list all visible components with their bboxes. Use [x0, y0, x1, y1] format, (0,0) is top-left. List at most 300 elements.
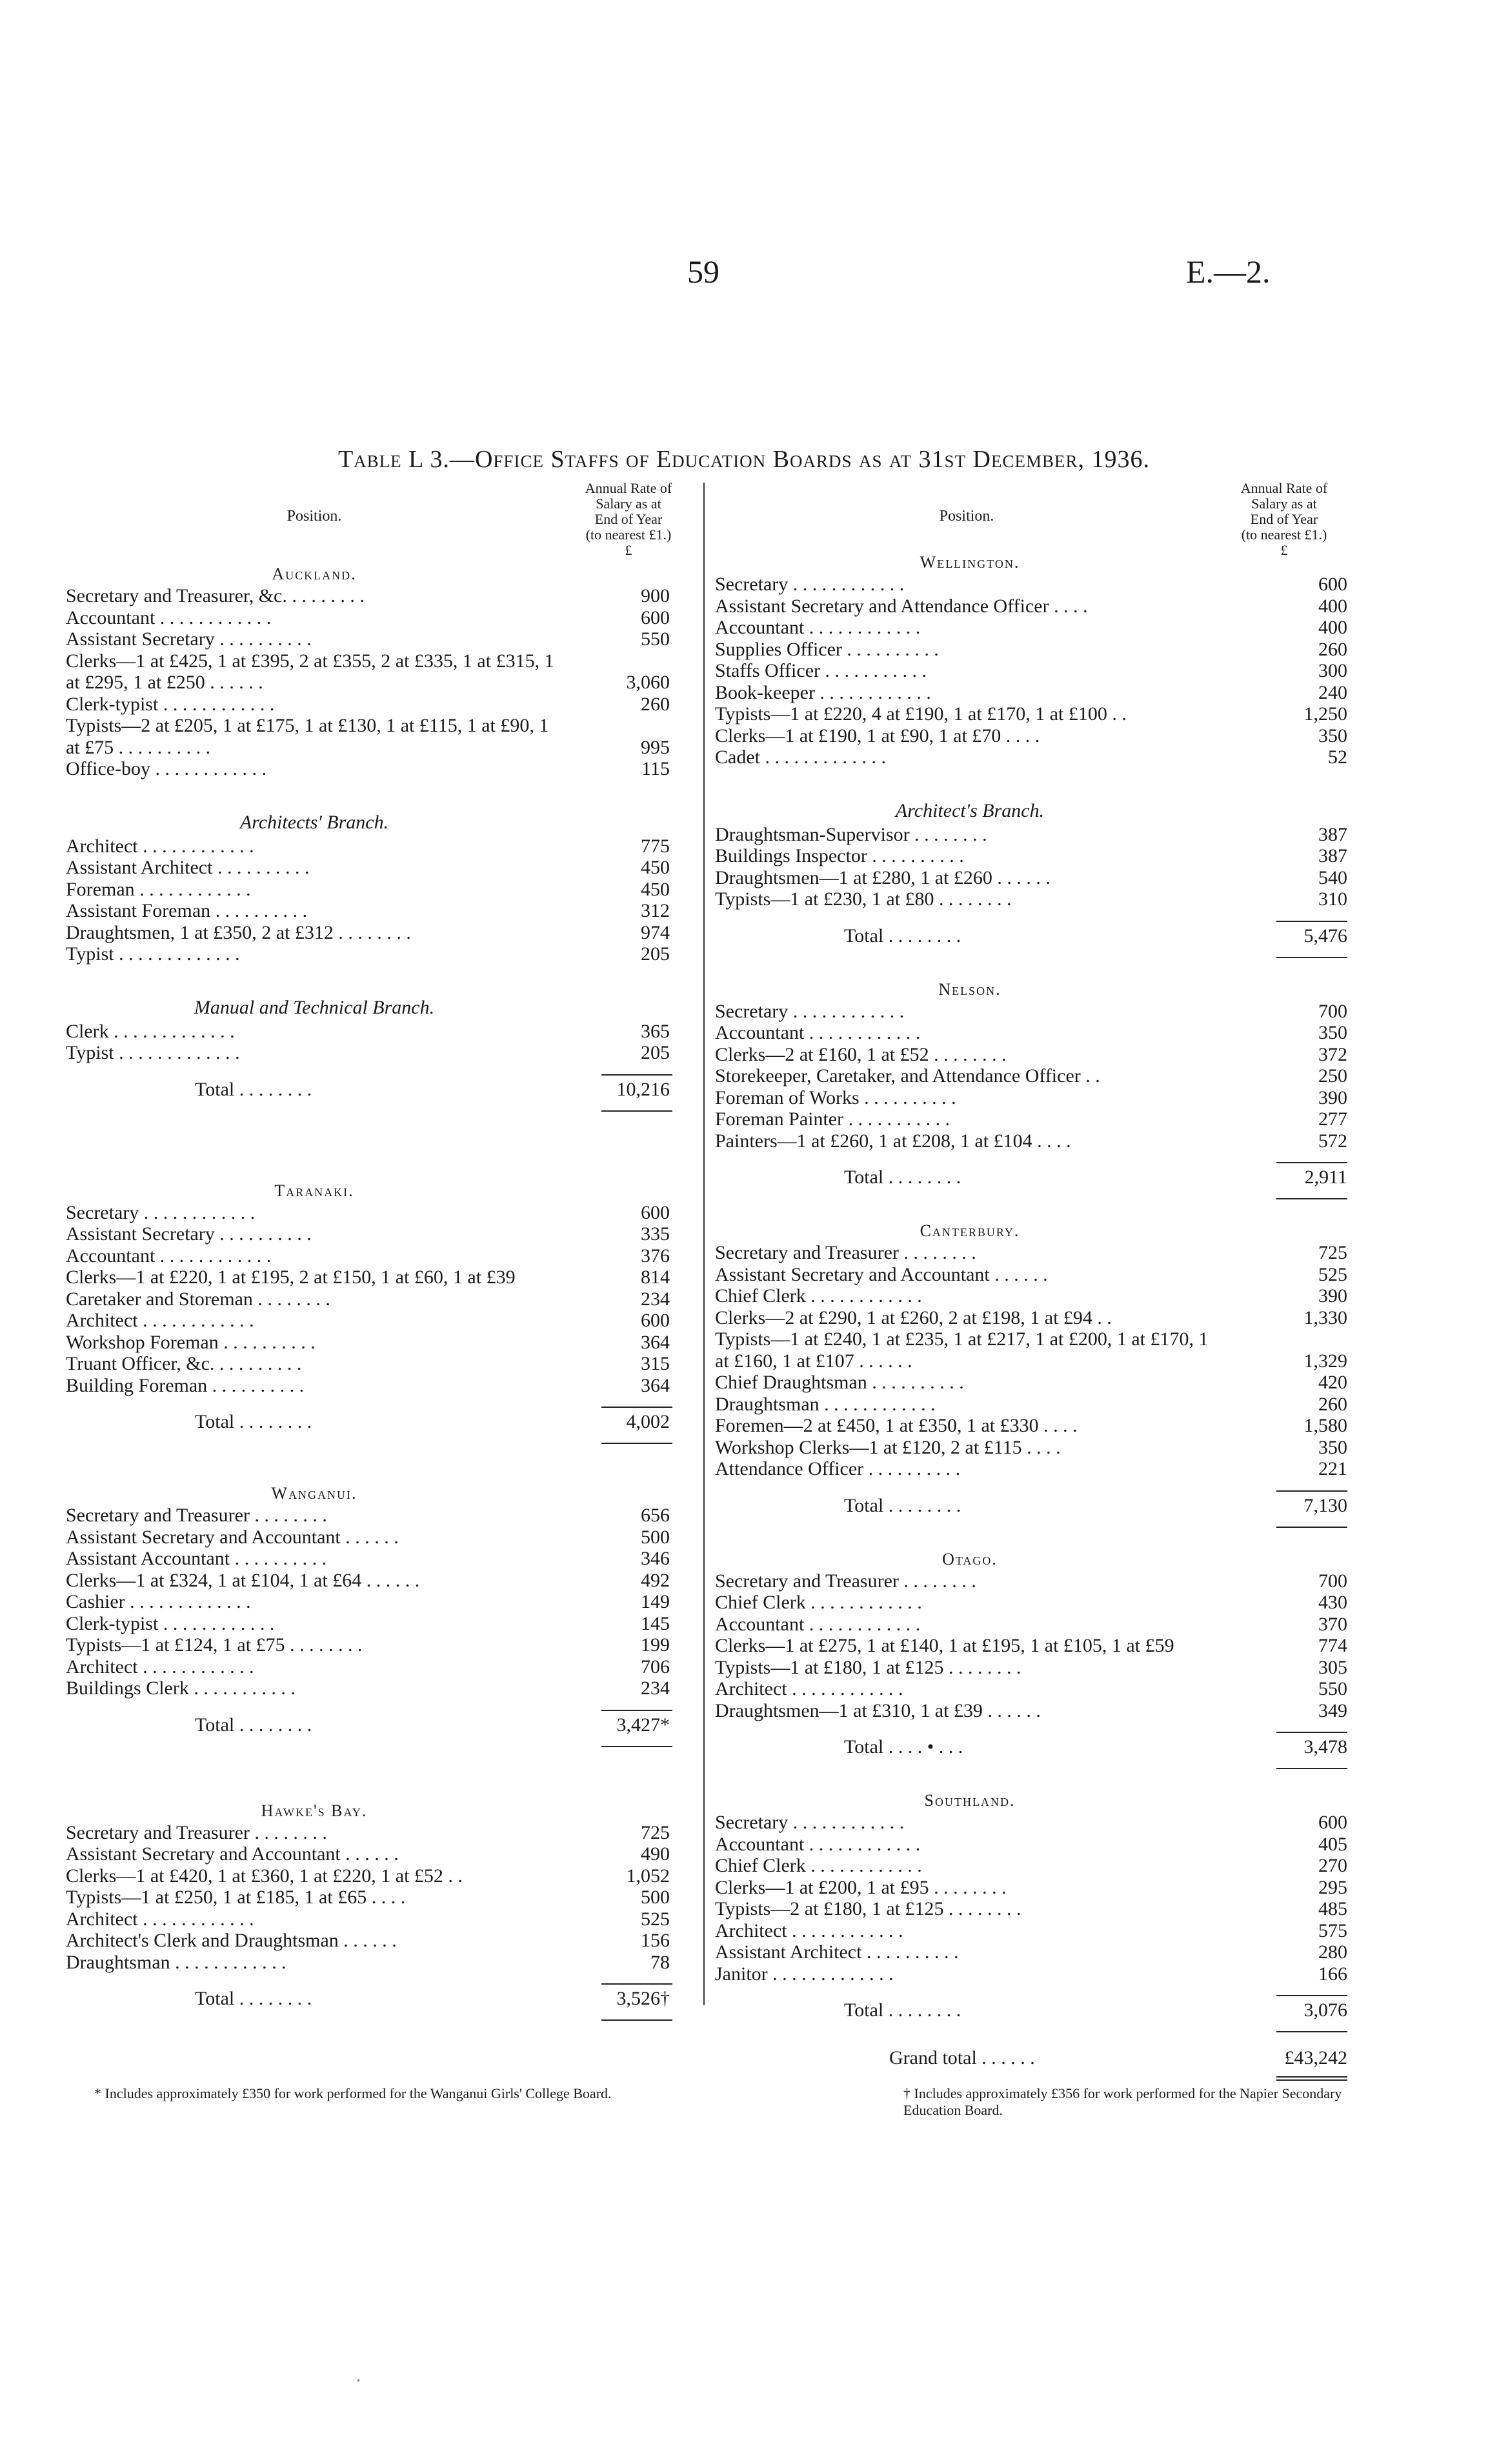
- total-label: Total . . . . . . . .: [195, 1411, 312, 1432]
- salary-header-line: (to nearest £1.): [585, 526, 672, 543]
- row-salary: 492: [641, 1569, 670, 1591]
- total-value: 3,526†: [616, 1988, 670, 2009]
- table-row: [715, 824, 1347, 846]
- table-row: [66, 1634, 692, 1656]
- section-title: Nelson.: [938, 979, 1001, 999]
- table-row: [66, 1505, 692, 1527]
- row-salary: 270: [1318, 1855, 1347, 1876]
- section-title: Wellington.: [920, 553, 1020, 572]
- table-title: Table L 3.—Office Staffs of Education Boards as at 31st December, 1936.: [337, 446, 1151, 473]
- row-position: Workshop Clerks—1 at £120, 2 at £115 . . . .: [715, 1437, 1225, 1459]
- subsection-title: Architects' Branch.: [239, 811, 389, 833]
- row-salary: 295: [1318, 1876, 1347, 1898]
- row-list: [66, 1822, 692, 1974]
- table-row: [715, 1920, 1347, 1942]
- row-position: Draughtsmen, 1 at £350, 2 at £312 . . . . . . . .: [66, 922, 563, 944]
- table-row: [715, 1614, 1347, 1636]
- salary-header-line: £: [625, 542, 632, 558]
- row-position: Staffs Officer . . . . . . . . . . .: [715, 660, 1225, 682]
- table-row: [66, 1865, 692, 1887]
- row-salary: 372: [1318, 1043, 1347, 1065]
- section-southland: [715, 1790, 1347, 2071]
- total-label: Total . . . . . . . .: [195, 1988, 312, 2009]
- table-row: [715, 1415, 1347, 1437]
- row-position: Assistant Secretary and Accountant . . . . . .: [66, 1843, 563, 1865]
- row-salary: 500: [641, 1887, 670, 1908]
- table-row: [715, 1264, 1347, 1286]
- row-position: Foreman Painter . . . . . . . . . . .: [715, 1108, 1225, 1130]
- section-auckland: [66, 563, 692, 1103]
- position-header: Position.: [287, 508, 342, 525]
- row-position: Typists—2 at £180, 1 at £125 . . . . . . . .: [715, 1898, 1225, 1920]
- section-title: Otago.: [942, 1549, 998, 1568]
- right-column-header: [715, 480, 1347, 558]
- row-salary: 485: [1318, 1898, 1347, 1919]
- row-position: Painters—1 at £260, 1 at £208, 1 at £104 . . . .: [715, 1130, 1225, 1152]
- table-row: [715, 1941, 1347, 1963]
- table-row: [715, 574, 1347, 596]
- table-row: [66, 1548, 692, 1570]
- row-position: Draughtsman-Supervisor . . . . . . . .: [715, 824, 1225, 846]
- row-salary: 525: [1318, 1263, 1347, 1285]
- table-row: [66, 1678, 692, 1699]
- row-salary: 277: [1318, 1108, 1347, 1130]
- row-salary: 706: [641, 1656, 670, 1678]
- table-row: [715, 1307, 1347, 1329]
- section-nelson: [715, 979, 1347, 1191]
- row-salary: 725: [641, 1821, 670, 1843]
- row-salary: 725: [1318, 1242, 1347, 1263]
- salary-header: [1220, 481, 1349, 558]
- table-row: [715, 1898, 1347, 1920]
- row-salary: 335: [641, 1223, 670, 1245]
- salary-header-line: End of Year: [1250, 511, 1318, 527]
- table-row: [66, 585, 692, 607]
- row-salary: 234: [641, 1678, 670, 1699]
- table-row: [66, 1202, 692, 1224]
- table-row: [715, 1065, 1347, 1087]
- row-position: Typists—1 at £180, 1 at £125 . . . . . . . .: [715, 1657, 1225, 1679]
- table-row: [66, 1223, 692, 1245]
- row-salary: 310: [1318, 888, 1347, 910]
- table-row: [66, 1042, 692, 1064]
- row-position: Cashier . . . . . . . . . . . . .: [66, 1591, 563, 1613]
- row-position: Assistant Secretary . . . . . . . . . .: [66, 628, 563, 650]
- row-salary: 450: [641, 878, 670, 900]
- section-title: Canterbury.: [920, 1221, 1020, 1240]
- row-position: Clerks—1 at £425, 1 at £395, 2 at £355, 2 at £335, 1 at £315, 1 at £295, 1 at £250 . . . . . .: [66, 650, 563, 694]
- row-salary: 1,329: [1303, 1350, 1347, 1372]
- row-salary: 280: [1318, 1941, 1347, 1963]
- total-value: 3,076: [1303, 1999, 1347, 2021]
- grand-total-value: £43,242: [1284, 2047, 1347, 2068]
- row-salary: 490: [641, 1843, 670, 1865]
- row-position: Architect . . . . . . . . . . . .: [66, 1310, 563, 1332]
- grand-total-label: Grand total . . . . . .: [889, 2047, 1035, 2068]
- table-row: [715, 1022, 1347, 1044]
- row-salary: 78: [650, 1951, 670, 1973]
- row-salary: 430: [1318, 1592, 1347, 1613]
- table-row: [715, 682, 1347, 704]
- table-row: [715, 639, 1347, 661]
- row-salary: 420: [1318, 1372, 1347, 1393]
- table-row: [66, 758, 692, 780]
- row-salary: 575: [1318, 1919, 1347, 1941]
- row-list: [715, 574, 1347, 768]
- position-header: Position.: [939, 508, 994, 525]
- row-salary: 145: [641, 1612, 670, 1634]
- row-position: Accountant . . . . . . . . . . . .: [715, 1614, 1225, 1636]
- table-row: [66, 650, 692, 694]
- row-position: Clerks—1 at £275, 1 at £140, 1 at £195, 1 at £105, 1 at £59: [715, 1635, 1225, 1657]
- table-row: [715, 1001, 1347, 1023]
- total-row: [715, 1493, 1347, 1519]
- row-position: Architect . . . . . . . . . . . .: [66, 1656, 563, 1678]
- row-position: Assistant Secretary and Attendance Officer . . . .: [715, 596, 1225, 617]
- salary-header-line: Salary as at: [596, 496, 661, 512]
- table-row: [715, 1678, 1347, 1700]
- row-position: Typists—1 at £220, 4 at £190, 1 at £170, 1 at £100 . .: [715, 703, 1225, 725]
- row-salary: 52: [1328, 746, 1347, 768]
- table-row: [715, 1657, 1347, 1679]
- row-salary: 240: [1318, 681, 1347, 703]
- total-row: [715, 923, 1347, 949]
- salary-header-line: Salary as at: [1251, 496, 1317, 512]
- table-row: [715, 1108, 1347, 1130]
- row-salary: 540: [1318, 866, 1347, 888]
- row-position: Buildings Inspector . . . . . . . . . .: [715, 845, 1225, 867]
- row-salary: 600: [641, 1310, 670, 1331]
- table-row: [715, 746, 1347, 768]
- row-position: Secretary . . . . . . . . . . . .: [715, 1001, 1225, 1023]
- subsection-title: Manual and Technical Branch.: [194, 996, 435, 1018]
- row-salary: 205: [641, 943, 670, 965]
- total-row: [66, 1409, 692, 1435]
- row-salary: 1,052: [626, 1865, 670, 1887]
- row-position: Architect . . . . . . . . . . . .: [66, 1908, 563, 1930]
- table-row: [66, 607, 692, 629]
- row-list: [715, 1001, 1347, 1152]
- row-position: Typists—2 at £205, 1 at £175, 1 at £130, 1 at £115, 1 at £90, 1 at £75 . . . . . . . . . .: [66, 715, 563, 758]
- table-row: [715, 1700, 1347, 1722]
- table-row: [66, 1570, 692, 1592]
- row-list: [715, 1242, 1347, 1480]
- row-salary: 900: [641, 585, 670, 606]
- section-wanganui: [66, 1483, 692, 1738]
- row-salary: 365: [641, 1020, 670, 1042]
- row-position: Accountant . . . . . . . . . . . .: [66, 1245, 563, 1267]
- table-row: [715, 1242, 1347, 1264]
- row-salary: 350: [1318, 725, 1347, 746]
- row-salary: 364: [641, 1331, 670, 1353]
- row-position: Architect . . . . . . . . . . . .: [66, 836, 563, 857]
- row-salary: 199: [641, 1634, 670, 1656]
- row-position: Clerks—1 at £420, 1 at £360, 1 at £220, 1 at £52 . .: [66, 1865, 563, 1887]
- row-salary: 995: [641, 736, 670, 758]
- row-salary: 525: [641, 1908, 670, 1930]
- table-row: [66, 628, 692, 650]
- row-list: [66, 1202, 692, 1397]
- table-row: [66, 1021, 692, 1043]
- row-salary: 1,330: [1303, 1307, 1347, 1328]
- row-salary: 166: [1318, 1963, 1347, 1985]
- total-value: 3,478: [1303, 1736, 1347, 1758]
- left-column: [66, 481, 692, 2012]
- row-salary: 405: [1318, 1833, 1347, 1855]
- table-row: [715, 703, 1347, 725]
- row-list: [66, 1505, 692, 1699]
- table-row: [715, 1437, 1347, 1459]
- row-salary: 115: [641, 758, 670, 779]
- row-position: Chief Clerk . . . . . . . . . . . .: [715, 1855, 1225, 1877]
- row-position: Chief Clerk . . . . . . . . . . . .: [715, 1592, 1225, 1614]
- row-position: Accountant . . . . . . . . . . . .: [715, 1834, 1225, 1856]
- row-position: Draughtsman . . . . . . . . . . . .: [66, 1952, 563, 1974]
- row-position: Typists—1 at £240, 1 at £235, 1 at £217, 1 at £200, 1 at £170, 1 at £160, 1 at £107 . . . . . .: [715, 1328, 1225, 1372]
- row-position: Architect . . . . . . . . . . . .: [715, 1920, 1225, 1942]
- table-row: [66, 1952, 692, 1974]
- row-position: Janitor . . . . . . . . . . . . .: [715, 1963, 1225, 1985]
- row-position: Assistant Foreman . . . . . . . . . .: [66, 900, 563, 922]
- row-salary: 700: [1318, 1000, 1347, 1022]
- row-position: Clerks—1 at £190, 1 at £90, 1 at £70 . . . .: [715, 725, 1225, 747]
- page-number: 59: [687, 254, 719, 290]
- table-row: [715, 1087, 1347, 1109]
- row-salary: 300: [1318, 660, 1347, 681]
- row-salary: 221: [1318, 1458, 1347, 1479]
- total-label: Total . . . . . . . .: [844, 1494, 961, 1516]
- row-salary: 387: [1318, 823, 1347, 845]
- salary-header-line: End of Year: [594, 511, 663, 527]
- total-value: 2,911: [1304, 1167, 1347, 1188]
- row-position: Draughtsmen—1 at £280, 1 at £260 . . . . . .: [715, 867, 1225, 889]
- row-salary: 260: [1318, 638, 1347, 660]
- row-position: Truant Officer, &c. . . . . . . . . .: [66, 1353, 563, 1375]
- row-position: Secretary and Treasurer, &c. . . . . . . . .: [66, 585, 563, 607]
- table-row: [715, 1877, 1347, 1899]
- row-salary: 774: [1318, 1635, 1347, 1656]
- total-value: 5,476: [1303, 925, 1347, 947]
- row-salary: 814: [641, 1267, 670, 1288]
- row-salary: 400: [1318, 617, 1347, 638]
- row-position: Assistant Secretary and Accountant . . . . . .: [715, 1264, 1225, 1286]
- row-position: Accountant . . . . . . . . . . . .: [715, 617, 1225, 639]
- total-value: 10,216: [616, 1078, 670, 1100]
- row-position: Clerks—1 at £200, 1 at £95 . . . . . . . .: [715, 1877, 1225, 1899]
- row-position: Typists—1 at £250, 1 at £185, 1 at £65 . . . .: [66, 1887, 563, 1908]
- row-list: [715, 824, 1347, 910]
- table-row: [66, 715, 692, 758]
- row-position: Secretary and Treasurer . . . . . . . .: [66, 1822, 563, 1844]
- row-position: Clerk . . . . . . . . . . . . .: [66, 1021, 563, 1043]
- row-list: [715, 1570, 1347, 1722]
- row-position: Accountant . . . . . . . . . . . .: [715, 1022, 1225, 1044]
- table-row: [715, 1570, 1347, 1592]
- table-row: [715, 1855, 1347, 1877]
- total-row: [715, 1998, 1347, 2023]
- row-position: Chief Draughtsman . . . . . . . . . .: [715, 1372, 1225, 1394]
- row-salary: 775: [641, 835, 670, 857]
- table-row: [66, 1310, 692, 1332]
- row-salary: 1,250: [1303, 703, 1347, 725]
- row-salary: 600: [641, 1201, 670, 1223]
- row-position: Secretary and Treasurer . . . . . . . .: [715, 1242, 1225, 1264]
- table-row: [66, 1843, 692, 1865]
- row-position: Typist . . . . . . . . . . . . .: [66, 1042, 563, 1064]
- row-position: Architect's Clerk and Draughtsman . . . . . .: [66, 1930, 563, 1952]
- table-row: [66, 1245, 692, 1267]
- table-row: [66, 900, 692, 922]
- row-position: Foreman of Works . . . . . . . . . .: [715, 1087, 1225, 1109]
- row-position: Typists—1 at £124, 1 at £75 . . . . . . . .: [66, 1634, 563, 1656]
- table-row: [715, 1963, 1347, 1985]
- row-salary: 550: [1318, 1678, 1347, 1699]
- table-row: [715, 1044, 1347, 1066]
- row-position: Storekeeper, Caretaker, and Attendance Officer . .: [715, 1065, 1225, 1087]
- section-title: Hawke's Bay.: [261, 1801, 368, 1820]
- total-row: [66, 1986, 692, 2012]
- row-salary: 260: [1318, 1393, 1347, 1415]
- row-salary: 550: [641, 628, 670, 650]
- row-position: Workshop Foreman . . . . . . . . . .: [66, 1332, 563, 1354]
- total-label: Total . . . . . . . .: [195, 1714, 312, 1736]
- row-salary: 156: [641, 1930, 670, 1951]
- row-position: Caretaker and Storeman . . . . . . . .: [66, 1288, 563, 1310]
- total-value: 3,427*: [616, 1714, 670, 1736]
- row-position: Supplies Officer . . . . . . . . . .: [715, 639, 1225, 661]
- left-column-header: [66, 481, 692, 563]
- table-row: [66, 1613, 692, 1635]
- table-row: [66, 922, 692, 944]
- row-salary: 974: [641, 921, 670, 943]
- row-position: Typists—1 at £230, 1 at £80 . . . . . . . .: [715, 888, 1225, 910]
- table-row: [715, 845, 1347, 867]
- total-row: [715, 1734, 1347, 1760]
- row-salary: 260: [641, 693, 670, 715]
- row-salary: 387: [1318, 845, 1347, 866]
- footnote-wanganui: * Includes approximately £350 for work performed for the Wanganui Girls' College Board.: [94, 2085, 612, 2101]
- table-row: [715, 1328, 1347, 1372]
- row-position: Assistant Secretary . . . . . . . . . .: [66, 1223, 563, 1245]
- row-position: Building Foreman . . . . . . . . . .: [66, 1375, 563, 1397]
- total-value: 4,002: [626, 1411, 670, 1432]
- row-position: Chief Clerk . . . . . . . . . . . .: [715, 1285, 1225, 1307]
- salary-header-line: £: [1280, 542, 1288, 558]
- row-salary: 346: [641, 1548, 670, 1569]
- row-position: Clerks—1 at £220, 1 at £195, 2 at £150, 1 at £60, 1 at £39: [66, 1267, 563, 1288]
- total-row: [66, 1712, 692, 1738]
- row-salary: 400: [1318, 595, 1347, 617]
- table-row: [715, 1458, 1347, 1480]
- salary-header-line: Annual Rate of: [585, 480, 672, 496]
- row-salary: 250: [1318, 1065, 1347, 1087]
- row-position: Secretary and Treasurer . . . . . . . .: [715, 1570, 1225, 1592]
- table-row: [66, 694, 692, 716]
- table-row: [66, 857, 692, 879]
- row-salary: 205: [641, 1042, 670, 1063]
- row-position: Foremen—2 at £450, 1 at £350, 1 at £330 . . . .: [715, 1415, 1225, 1437]
- row-salary: 350: [1318, 1022, 1347, 1043]
- row-position: Cadet . . . . . . . . . . . . .: [715, 746, 1225, 768]
- table-row: [715, 596, 1347, 617]
- salary-header-line: (to nearest £1.): [1241, 526, 1327, 543]
- total-label: Total . . . . . . . .: [844, 925, 961, 947]
- table-row: [66, 1656, 692, 1678]
- table-row: [66, 1930, 692, 1952]
- table-row: [66, 1908, 692, 1930]
- total-label: Total . . . . . . . .: [844, 1167, 961, 1188]
- row-position: Buildings Clerk . . . . . . . . . . .: [66, 1678, 563, 1699]
- table-row: [715, 1812, 1347, 1834]
- row-position: Secretary and Treasurer . . . . . . . .: [66, 1505, 563, 1527]
- row-salary: 364: [641, 1374, 670, 1396]
- row-position: Clerks—2 at £160, 1 at £52 . . . . . . . .: [715, 1044, 1225, 1066]
- total-label: Total . . . . . . . .: [195, 1078, 312, 1100]
- row-salary: 390: [1318, 1087, 1347, 1108]
- row-position: Book-keeper . . . . . . . . . . . .: [715, 682, 1225, 704]
- row-position: Office-boy . . . . . . . . . . . .: [66, 758, 563, 780]
- row-position: Clerk-typist . . . . . . . . . . . .: [66, 1613, 563, 1635]
- row-position: Draughtsman . . . . . . . . . . . .: [715, 1394, 1225, 1416]
- section-taranaki: [66, 1180, 692, 1436]
- row-position: Assistant Architect . . . . . . . . . .: [66, 857, 563, 879]
- row-salary: 600: [1318, 574, 1347, 595]
- row-salary: 656: [641, 1505, 670, 1526]
- footnote-napier: † Includes approximately £356 for work performed for the Napier Secondary Education Board.: [903, 2085, 1342, 2118]
- row-salary: 572: [1318, 1130, 1347, 1152]
- row-position: Secretary . . . . . . . . . . . .: [66, 1202, 563, 1224]
- subsection-title: Architect's Branch.: [895, 799, 1045, 821]
- total-row: [715, 1165, 1347, 1190]
- row-position: Assistant Secretary and Accountant . . . . . .: [66, 1527, 563, 1548]
- row-position: Typist . . . . . . . . . . . . .: [66, 943, 563, 965]
- row-salary: 500: [641, 1526, 670, 1548]
- row-salary: 350: [1318, 1436, 1347, 1458]
- section-title: Wanganui.: [271, 1484, 357, 1503]
- table-row: [66, 1375, 692, 1397]
- row-salary: 700: [1318, 1570, 1347, 1592]
- row-salary: 3,060: [626, 672, 670, 693]
- row-salary: 370: [1318, 1613, 1347, 1635]
- row-position: Clerks—2 at £290, 1 at £260, 2 at £198, 1 at £94 . .: [715, 1307, 1225, 1329]
- table-row: [66, 1267, 692, 1288]
- row-list: [715, 1812, 1347, 1985]
- section-canterbury: [715, 1220, 1347, 1519]
- row-position: Attendance Officer . . . . . . . . . .: [715, 1458, 1225, 1480]
- paper-speck: [357, 2379, 359, 2381]
- column-divider: [703, 483, 705, 2005]
- table-row: [715, 1592, 1347, 1614]
- row-list: [66, 1021, 692, 1064]
- row-list: [66, 836, 692, 965]
- table-row: [715, 1635, 1347, 1657]
- table-row: [715, 1834, 1347, 1856]
- section-otago: [715, 1548, 1347, 1761]
- row-salary: 349: [1318, 1699, 1347, 1721]
- row-salary: 312: [641, 900, 670, 921]
- row-salary: 1,580: [1303, 1415, 1347, 1436]
- total-label: Total . . . . • . . .: [844, 1736, 963, 1758]
- table-row: [715, 1285, 1347, 1307]
- table-row: [715, 888, 1347, 910]
- table-row: [66, 836, 692, 857]
- table-row: [715, 867, 1347, 889]
- grand-total-row: [715, 2045, 1347, 2071]
- section-title: Taranaki.: [274, 1181, 354, 1200]
- row-salary: 450: [641, 857, 670, 878]
- salary-header-line: Annual Rate of: [1240, 480, 1328, 496]
- row-salary: 390: [1318, 1285, 1347, 1307]
